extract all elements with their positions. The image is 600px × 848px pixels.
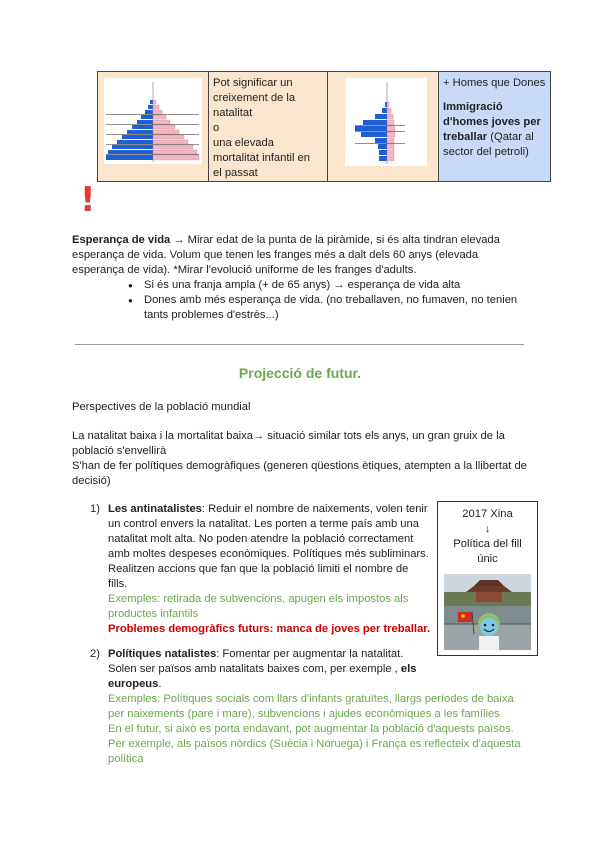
antinatalist-bold: Les antinatalistes <box>108 503 202 515</box>
china-policy-box <box>437 501 538 656</box>
pyramid-cell-3 <box>328 72 439 182</box>
cell4-line: sector del petroli) <box>443 146 529 158</box>
natalist-block <box>108 647 548 767</box>
antinatalist-example: productes infantils <box>108 608 199 620</box>
natalist-example: En el futur, si això es porta endavant, pot augmentar la població d'aquests països. <box>108 723 514 735</box>
box-line: Política del fill <box>453 538 522 550</box>
cell4-mixed <box>443 130 546 145</box>
cell2-line: creixement de la <box>213 92 296 104</box>
pyramid-cell-1 <box>98 72 209 182</box>
perspectives-text: Perspectives de la població mundial <box>72 401 251 413</box>
antinatalist-line: un control envers la natalitat. Les porten a terme país amb una <box>108 518 419 530</box>
esperanca-line: esperança de vida). *Mirar l'evolució uniforme de les franges d'adults. <box>72 264 417 276</box>
antinatalist-line: amb moltes despeses econòmiques. Polítiques més subliminars. <box>108 548 429 560</box>
list-number-2: 2) <box>90 648 100 660</box>
cell2-line: el passat <box>213 167 258 179</box>
horizontal-divider <box>75 344 524 345</box>
bullet-item: ● Si és una franja ampla (+ de 65 anys) → esperança de vida alta <box>128 278 538 293</box>
exclamation-icon <box>80 180 96 220</box>
antinatalist-line: Realitzen accions que fan que la població limiti el nombre de <box>108 563 409 575</box>
esperanca-bold: Esperança de vida <box>72 234 171 246</box>
esperanca-line: esperança de vida. Volum que tenen les franges més a dalt dels 60 anys (elevada <box>72 249 479 261</box>
antinatalist-line: : Reduir el nombre de naixements, volen tenir <box>201 503 428 515</box>
cell4-bold-text: Immigració <box>443 101 503 113</box>
pyramid-female-bars <box>153 100 199 160</box>
box-line: 2017 Xina <box>462 508 513 520</box>
pyramid-cell-2 <box>209 72 328 182</box>
cell4-bold <box>443 115 546 130</box>
antinatalist-example: Exemples: retirada de subvencions, apugen els impostos als <box>108 593 409 605</box>
pyramid-cell-4 <box>439 72 551 182</box>
down-arrow-icon: ↓ <box>484 523 491 535</box>
china-photo <box>444 574 531 650</box>
esperanca-line: → Mirar edat de la punta de la piràmide, si és alta tindran elevada <box>170 234 500 246</box>
natalist-example: Per exemple, als països nòrdics (Suècia i Noruega) i França es reflecteix d'aquesta <box>108 738 521 750</box>
intro-line: La natalitat baixa i la mortalitat baixa→ situació similar tots els anys, un gran gruix de la <box>72 430 505 442</box>
section-title: Projecció de futur. <box>238 365 362 381</box>
natalist-bold-inline: europeus <box>108 678 159 690</box>
natalist-bold: Polítiques natalistes <box>108 648 217 660</box>
pyramid-table <box>97 71 551 182</box>
esperanca-bullets <box>128 278 538 323</box>
cell4-bold <box>443 100 546 115</box>
antinatalist-problem: Problemes demogràfics futurs: manca de joves per treballar. <box>108 623 431 635</box>
pyramid-immigration-chart <box>345 78 427 166</box>
natalist-example: política <box>108 753 144 765</box>
intro-line: S'han de fer polítiques demogràfiques (generen qüestions ètiques, atempten a la llibertat de <box>72 460 527 472</box>
intro-line: decisió) <box>72 475 111 487</box>
natalist-line: Solen ser països amb natalitats baixes com, per exemple , <box>108 663 401 675</box>
cell4-bold-text: d'homes joves per <box>443 116 541 128</box>
list-number-1: 1) <box>90 503 100 515</box>
cell2-line: una elevada <box>213 137 274 149</box>
cell4-line: + Homes que Dones <box>443 77 546 89</box>
intro-paragraph <box>72 429 542 489</box>
exclamation-glyph: ! <box>80 180 96 220</box>
pyramid-male-bars <box>106 100 153 160</box>
antinatalist-block <box>108 502 433 637</box>
antinatalist-line: natalitat molt alta. No poden atendre la població correctament <box>108 533 414 545</box>
natalist-example: per naixements (pare i mare), subvencions i ajudes econòmiques a les famílies <box>108 708 500 720</box>
cell2-line: Pot significar un <box>213 77 293 89</box>
pyramid-expansive-chart <box>104 78 202 164</box>
cell2-line: o <box>213 122 220 134</box>
cell4-rest: (Qatar al <box>487 131 534 143</box>
intro-line: població s'envellirà <box>72 445 167 457</box>
natalist-period: . <box>158 678 162 690</box>
bullet-text: tants problemes d'estrès...) <box>144 309 279 321</box>
antinatalist-line: fills. <box>108 578 128 590</box>
bullet-item <box>128 293 538 323</box>
natalist-example: Exemples: Polítiques socials com llars d'infants gratuïtes, llargs períodes de baixa <box>108 693 514 705</box>
cell2-line: natalitat <box>213 107 253 119</box>
box-line: únic <box>477 553 498 565</box>
natalist-line: : Fomentar per augmentar la natalitat. <box>216 648 404 660</box>
esperanca-paragraph <box>72 233 542 278</box>
cell2-line: mortalitat infantil en <box>213 152 311 164</box>
cell4-bold-text: treballar <box>443 131 488 143</box>
natalist-bold-inline: els <box>400 663 417 675</box>
bullet-text: Dones amb més esperança de vida. (no treballaven, no fumaven, no tenien <box>144 294 518 306</box>
